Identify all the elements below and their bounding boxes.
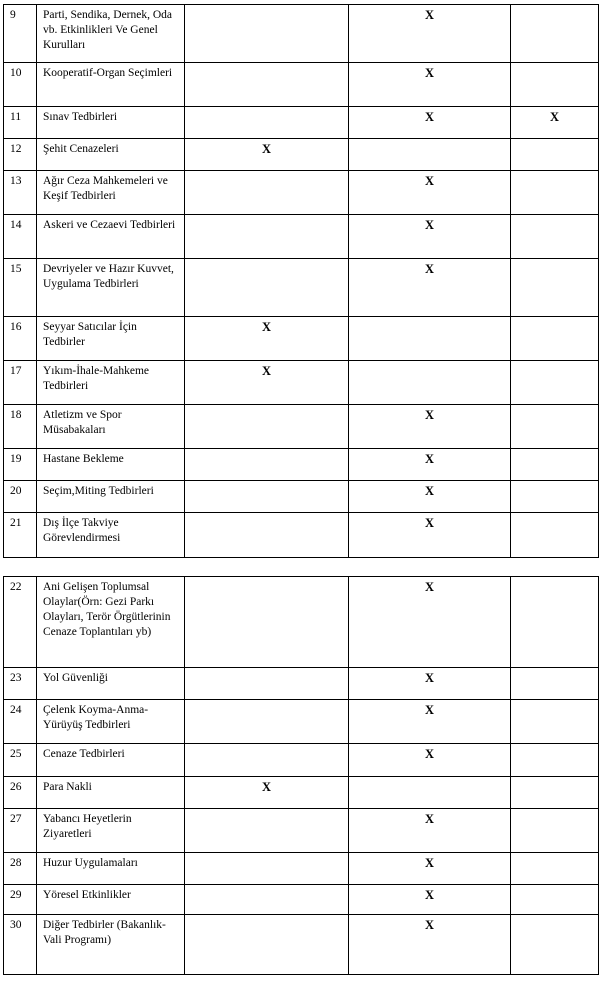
measure-label: Hastane Bekleme [37,449,185,481]
mark-cell-3 [511,668,599,700]
mark-cell-1 [185,107,349,139]
measure-label: Kooperatif-Organ Seçimleri [37,63,185,107]
table-row [4,5,599,63]
table-row [4,577,599,668]
row-number: 25 [4,744,37,777]
measure-label: Dış İlçe Takviye Görevlendirmesi [37,513,185,558]
mark-cell-1: X [185,777,349,809]
measure-label: Diğer Tedbirler (Bakanlık-Vali Programı) [37,915,185,975]
mark-cell-2: X [349,744,511,777]
measure-label: Yıkım-İhale-Mahkeme Tedbirleri [37,361,185,405]
table-row [4,777,599,809]
row-number: 17 [4,361,37,405]
measure-label: Parti, Sendika, Dernek, Oda vb. Etkinlikleri Ve Genel Kurulları [37,5,185,63]
mark-cell-2: X [349,577,511,668]
mark-cell-3 [511,405,599,449]
table-row [4,449,599,481]
mark-cell-1 [185,405,349,449]
mark-cell-1 [185,449,349,481]
mark-cell-3 [511,361,599,405]
row-number: 18 [4,405,37,449]
mark-cell-3 [511,63,599,107]
mark-cell-1 [185,700,349,744]
mark-cell-1 [185,259,349,317]
table-body [4,577,599,975]
mark-cell-1: X [185,361,349,405]
measure-label: Seyyar Satıcılar İçin Tedbirler [37,317,185,361]
mark-cell-1 [185,744,349,777]
measure-label: Devriyeler ve Hazır Kuvvet, Uygulama Tedbirleri [37,259,185,317]
mark-cell-1 [185,481,349,513]
table-row [4,915,599,975]
table-body [4,5,599,558]
table-row [4,139,599,171]
mark-cell-1 [185,5,349,63]
measure-label: Şehit Cenazeleri [37,139,185,171]
mark-cell-2 [349,317,511,361]
table-row [4,853,599,885]
mark-cell-2: X [349,481,511,513]
table-row [4,744,599,777]
table-row [4,171,599,215]
mark-cell-1 [185,577,349,668]
mark-cell-2: X [349,171,511,215]
table-row [4,809,599,853]
mark-cell-2: X [349,885,511,915]
table-row [4,317,599,361]
row-number: 21 [4,513,37,558]
mark-cell-1 [185,853,349,885]
measures-table-bottom [3,576,599,975]
table-row [4,481,599,513]
mark-cell-2: X [349,63,511,107]
mark-cell-3 [511,915,599,975]
measure-label: Sınav Tedbirleri [37,107,185,139]
mark-cell-2 [349,777,511,809]
mark-cell-3 [511,5,599,63]
mark-cell-2: X [349,915,511,975]
mark-cell-3 [511,215,599,259]
measure-label: Yöresel Etkinlikler [37,885,185,915]
mark-cell-1 [185,885,349,915]
mark-cell-2: X [349,405,511,449]
mark-cell-3 [511,744,599,777]
mark-cell-2: X [349,259,511,317]
mark-cell-1: X [185,139,349,171]
mark-cell-3 [511,449,599,481]
mark-cell-1 [185,668,349,700]
mark-cell-1 [185,915,349,975]
mark-cell-2: X [349,700,511,744]
row-number: 23 [4,668,37,700]
row-number: 20 [4,481,37,513]
table-row [4,513,599,558]
mark-cell-1 [185,513,349,558]
mark-cell-3 [511,577,599,668]
measure-label: Askeri ve Cezaevi Tedbirleri [37,215,185,259]
table-row [4,700,599,744]
row-number: 16 [4,317,37,361]
row-number: 11 [4,107,37,139]
table-row [4,361,599,405]
measures-table-top [3,4,599,558]
row-number: 26 [4,777,37,809]
mark-cell-1 [185,171,349,215]
mark-cell-2: X [349,449,511,481]
row-number: 19 [4,449,37,481]
measure-label: Ani Gelişen Toplumsal Olaylar(Örn: Gezi Parkı Olayları, Terör Örgütlerinin Cenaze Toplantıları yb) [37,577,185,668]
mark-cell-1 [185,63,349,107]
measure-label: Para Nakli [37,777,185,809]
mark-cell-2: X [349,513,511,558]
measure-label: Atletizm ve Spor Müsabakaları [37,405,185,449]
measure-label: Yol Güvenliği [37,668,185,700]
row-number: 9 [4,5,37,63]
row-number: 10 [4,63,37,107]
table-row [4,668,599,700]
measure-label: Çelenk Koyma-Anma-Yürüyüş Tedbirleri [37,700,185,744]
row-number: 14 [4,215,37,259]
row-number: 29 [4,885,37,915]
row-number: 12 [4,139,37,171]
table-row [4,405,599,449]
row-number: 22 [4,577,37,668]
mark-cell-3: X [511,107,599,139]
mark-cell-2 [349,361,511,405]
table-row [4,259,599,317]
mark-cell-3 [511,700,599,744]
measure-label: Cenaze Tedbirleri [37,744,185,777]
mark-cell-3 [511,885,599,915]
row-number: 28 [4,853,37,885]
mark-cell-2 [349,139,511,171]
mark-cell-2: X [349,5,511,63]
mark-cell-3 [511,777,599,809]
mark-cell-2: X [349,215,511,259]
row-number: 24 [4,700,37,744]
mark-cell-3 [511,809,599,853]
mark-cell-3 [511,317,599,361]
mark-cell-1 [185,215,349,259]
measure-label: Huzur Uygulamaları [37,853,185,885]
row-number: 30 [4,915,37,975]
table-row [4,63,599,107]
mark-cell-3 [511,139,599,171]
measure-label: Ağır Ceza Mahkemeleri ve Keşif Tedbirleri [37,171,185,215]
table-row [4,107,599,139]
table-row [4,885,599,915]
mark-cell-2: X [349,809,511,853]
mark-cell-3 [511,513,599,558]
measure-label: Seçim,Miting Tedbirleri [37,481,185,513]
row-number: 15 [4,259,37,317]
mark-cell-2: X [349,668,511,700]
mark-cell-3 [511,481,599,513]
mark-cell-2: X [349,853,511,885]
mark-cell-3 [511,853,599,885]
row-number: 27 [4,809,37,853]
mark-cell-3 [511,259,599,317]
mark-cell-2: X [349,107,511,139]
mark-cell-1: X [185,317,349,361]
row-number: 13 [4,171,37,215]
mark-cell-1 [185,809,349,853]
table-row [4,215,599,259]
measure-label: Yabancı Heyetlerin Ziyaretleri [37,809,185,853]
mark-cell-3 [511,171,599,215]
